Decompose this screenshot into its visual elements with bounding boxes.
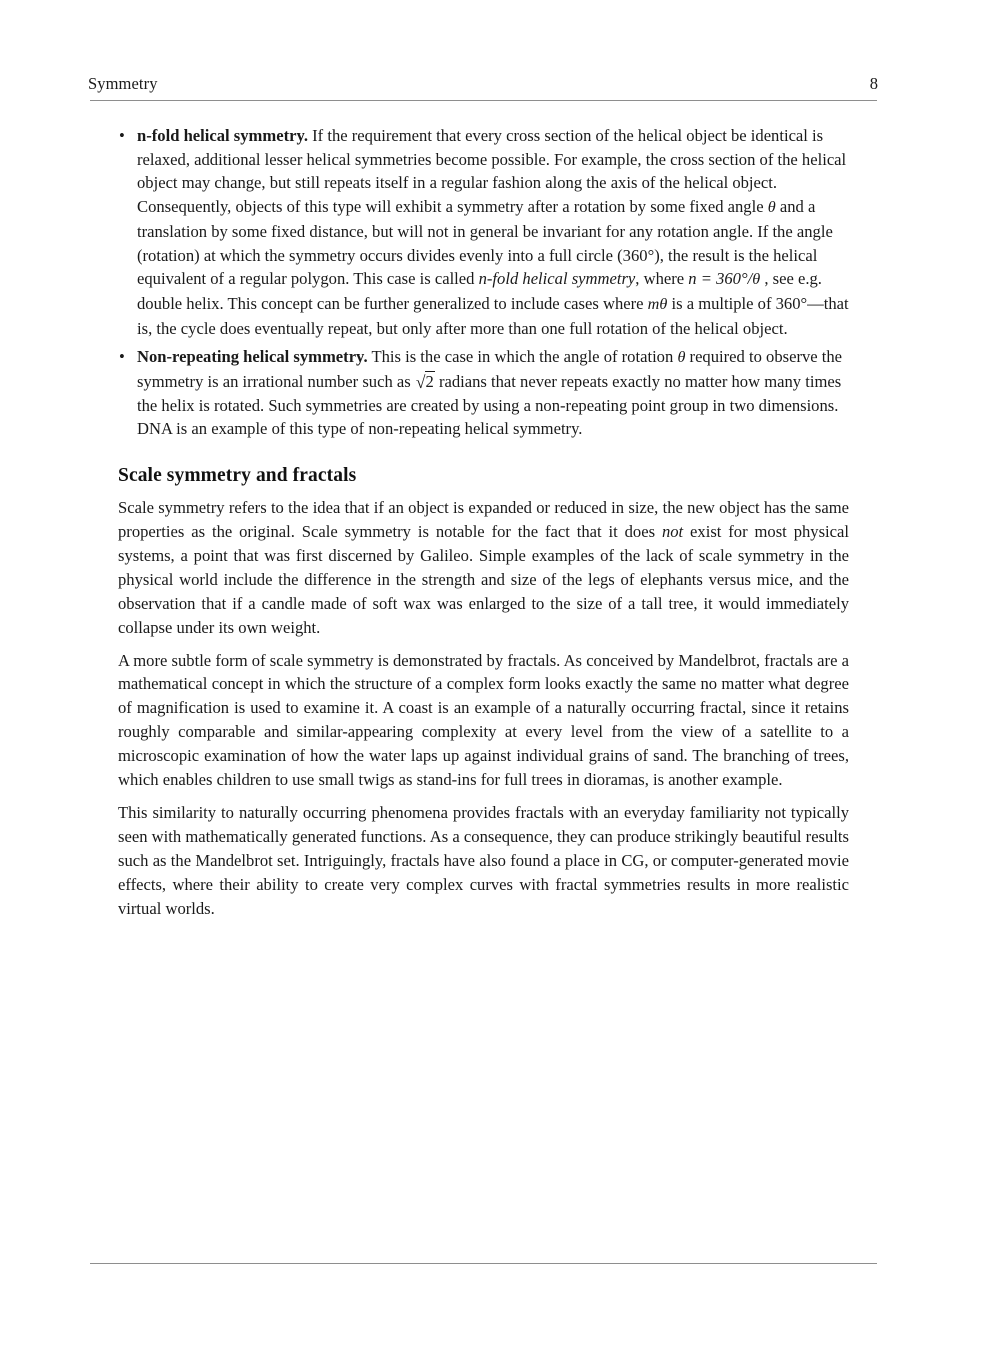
paragraph-text-segment: Scale symmetry refers to the idea that if an object is expanded or reduced in size, the new object has the same properties as the original. Scale symmetry is notable for the fact that it does [118, 498, 849, 542]
math-square-root-of-two [415, 370, 435, 394]
bullet-text-segment: , see e.g. double helix. This concept can be further generalized to include cases where [137, 269, 822, 313]
bullet-text-segment: is a multiple of 360°—that is, the cycle does eventually repeat, but only after more than one full rotation of the helical object. [137, 293, 849, 338]
header-title: Symmetry [88, 74, 158, 93]
bullet-text-segment: If the requirement that every cross section of the helical object be identical is relaxed, additional lesser helical symmetries become possible. For example, the cross section of the helical object may change, but still repeats itself in a regular fashion along the axis of the helical object. Consequently, objects of this type will exhibit a symmetry after a rotation by some fixed angle [137, 126, 847, 217]
bullet-text-segment: and a translation by some fixed distance, but will not in general be invariant for any rotation angle. If the angle (rotation) at which the symmetry occurs divides evenly into a full circle (360°), the result is the helical equivalent of a regular polygon. This case is called [137, 197, 833, 289]
page-header [88, 76, 878, 93]
header-divider [90, 100, 877, 101]
bullet-marker-icon: • [119, 347, 125, 367]
paragraph [118, 496, 849, 639]
paragraph-text-segment: A more subtle form of scale symmetry is demonstrated by fractals. As conceived by Mandelbrot, fractals are a mathematical concept in which the structure of a complex form looks exactly the same no matter what degree of magnification is used to examine it. A coast is an example of a naturally occurring fractal, since it retains roughly comparable and similar-appearing complexity at every level from the view of a satellite to a microscopic examination of how the water laps up against individual grains of sand. The branching of trees, which enables children to use small twigs as stand-ins for full trees in dioramas, is another example. [118, 650, 849, 790]
bullet-text-segment: This is the case in which the angle of rotation [367, 347, 678, 367]
math-m-theta-symbol: mθ [647, 294, 668, 313]
list-item [118, 345, 849, 441]
paragraph-text-segment: This similarity to naturally occurring phenomena provides fractals with an everyday familiarity not typically seen with mathematically generated functions. As a consequence, they can produce strikingly beautiful results such as the Mandelbrot set. Intriguingly, fractals have also found a place in CG, or computer-generated movie effects, where their ability to create very complex curves with fractal symmetries results in more realistic virtual worlds. [118, 803, 849, 918]
helical-symmetry-bullet-list [118, 124, 849, 441]
radical-sign-icon: √ [415, 372, 426, 393]
section-heading: Scale symmetry and fractals [118, 465, 357, 487]
bullet-lead-in: n-fold helical symmetry. [137, 126, 308, 145]
italic-term: n-fold helical symmetry [478, 269, 636, 289]
bullet-text-segment: required to observe the symmetry is an irrational number such as [137, 347, 843, 392]
bullet-marker-icon: • [119, 126, 125, 145]
document-content [118, 124, 849, 930]
paragraph-text-segment: exist for most physical systems, a point that was first discerned by Galileo. Simple examples of the lack of scale symmetry in the physical world include the difference in the strength and size of the legs of elephants versus mice, and the observation that if a candle made of soft wax was enlarged to the size of a tall tree, it would immediately collapse under its own weight. [118, 522, 849, 637]
radicand-value: 2 [425, 372, 434, 392]
bullet-text-segment: , where [635, 269, 689, 289]
math-theta-symbol: θ [767, 198, 776, 217]
math-theta-symbol: θ [752, 270, 761, 289]
paragraph [118, 649, 849, 792]
math-formula-n-equals: n = 360°/ [688, 269, 753, 289]
paragraph [118, 801, 849, 921]
italic-emphasis: not [661, 522, 684, 542]
list-item [118, 124, 849, 340]
math-theta-symbol: θ [677, 348, 686, 367]
page-number: 8 [869, 74, 878, 93]
bullet-lead-in: Non-repeating helical symmetry. [137, 347, 368, 367]
footer-divider [90, 1263, 877, 1264]
bullet-text-segment: radians that never repeats exactly no matter how many times the helix is rotated. Such symmetries are created by using a non-repeating point group in two dimensions. DNA is an example of this type of non-repeating helical symmetry. [137, 372, 842, 439]
